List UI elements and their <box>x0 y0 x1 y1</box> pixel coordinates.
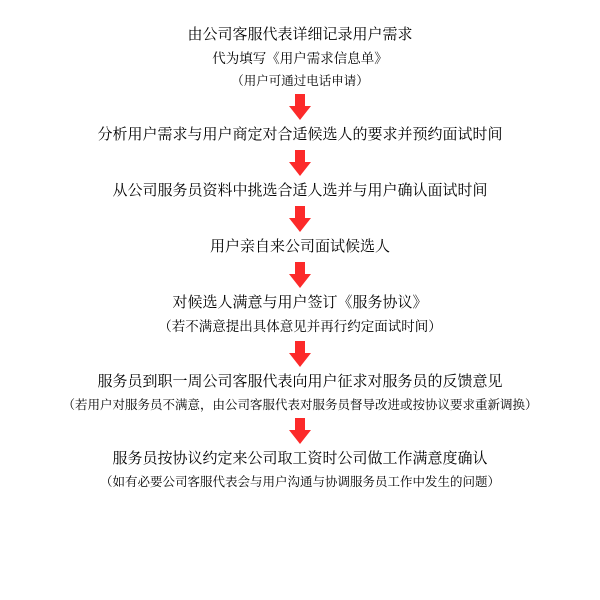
flow-step <box>8 122 592 148</box>
flow-connector <box>289 204 311 234</box>
step-line: 分析用户需求与用户商定对合适候选人的要求并预约面试时间 <box>97 126 503 143</box>
flow-connector <box>289 148 311 178</box>
step-line: （若不满意提出具体意见并再行约定面试时间） <box>158 319 442 334</box>
step-line: （若用户对服务员不满意，由公司客服代表对服务员督导改进或按协议要求重新调换） <box>62 397 538 412</box>
step-line: 由公司客服代表详细记录用户需求 <box>187 26 413 43</box>
step-line: 代为填写《用户需求信息单》 <box>212 51 388 66</box>
step-line: 服务员按协议约定来公司取工资时公司做工作满意度确认 <box>112 450 488 467</box>
flow-step <box>8 446 592 494</box>
flow-step <box>8 290 592 339</box>
flow-connector <box>289 416 311 446</box>
flow-connector <box>289 92 311 122</box>
down-arrow-icon <box>289 206 311 232</box>
step-line: 用户亲自来公司面试候选人 <box>209 238 390 255</box>
step-line: 对候选人满意与用户签订《服务协议》 <box>172 294 428 311</box>
step-line: （如有必要公司客服代表会与用户沟通与协调服务员工作中发生的问题） <box>99 475 500 489</box>
down-arrow-icon <box>289 262 311 288</box>
down-arrow-icon <box>289 94 311 120</box>
flow-connector <box>289 339 311 369</box>
step-line: 从公司服务员资料中挑选合适人选并与用户确认面试时间 <box>112 182 488 199</box>
down-arrow-icon <box>289 418 311 444</box>
flow-connector <box>289 260 311 290</box>
flow-step <box>8 369 592 417</box>
step-line: （用户可通过电话申请） <box>231 73 369 88</box>
flow-step <box>8 234 592 260</box>
down-arrow-icon <box>289 150 311 176</box>
flow-step <box>8 22 592 92</box>
step-line: 服务员到职一周公司客服代表向用户征求对服务员的反馈意见 <box>97 372 503 390</box>
flow-step <box>8 178 592 204</box>
down-arrow-icon <box>289 341 311 367</box>
